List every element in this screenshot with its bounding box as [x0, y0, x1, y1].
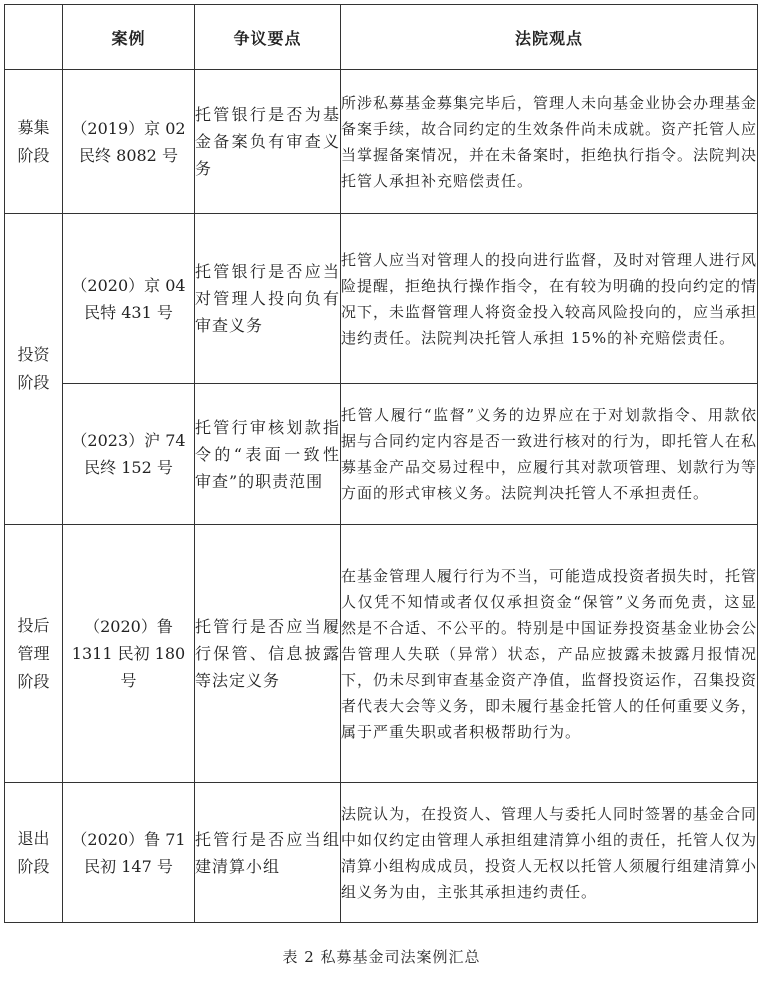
- opinion-cell: 托管人应当对管理人的投向进行监督，及时对管理人进行风险提醒，拒绝执行操作指令，在有较为明确的投向约定的情况下，未监督管理人将资金投入较高风险投向的，应当承担违约责任。法院判决托管人承担 15%的补充赔偿责任。: [341, 214, 758, 384]
- header-case: 案例: [63, 5, 195, 70]
- stage-cell: 投后管理阶段: [5, 525, 63, 783]
- dispute-cell: 托管行是否应当履行保管、信息披露等法定义务: [195, 525, 341, 783]
- header-dispute: 争议要点: [195, 5, 341, 70]
- header-row: [5, 5, 758, 70]
- stage-cell: 募集阶段: [5, 70, 63, 214]
- opinion-cell: 在基金管理人履行行为不当，可能造成投资者损失时，托管人仅凭不知情或者仅仅承担资金“保管”义务而免责，这显然是不合适、不公平的。特别是中国证券投资基金业协会公告管理人失联（异常）状态，产品应披露未披露月报情况下，仍未尽到审查基金资产净值，监督投资运作，召集投资者代表大会等义务，即未履行基金托管人的任何重要义务，属于严重失职或者积极帮助行为。: [341, 525, 758, 783]
- dispute-cell: 托管银行是否应当对管理人投向负有审查义务: [195, 214, 341, 384]
- table-row: [5, 783, 758, 923]
- opinion-cell: 所涉私募基金募集完毕后，管理人未向基金业协会办理基金备案手续，故合同约定的生效条件尚未成就。资产托管人应当掌握备案情况，并在未备案时，拒绝执行指令。法院判决托管人承担补充赔偿责任。: [341, 70, 758, 214]
- header-opinion: 法院观点: [341, 5, 758, 70]
- stage-cell: 投资阶段: [5, 214, 63, 525]
- case-cell: （2020）鲁 71 民初 147 号: [63, 783, 195, 923]
- dispute-cell: 托管行是否应当组建清算小组: [195, 783, 341, 923]
- table-caption: 表 2 私募基金司法案例汇总: [282, 948, 481, 966]
- case-cell: （2023）沪 74 民终 152 号: [63, 384, 195, 525]
- opinion-cell: 法院认为，在投资人、管理人与委托人同时签署的基金合同中如仅约定由管理人承担组建清算小组的责任，托管人仅为清算小组构成成员，投资人无权以托管人须履行组建清算小组义务为由，主张其承担违约责任。: [341, 783, 758, 923]
- dispute-cell: 托管银行是否为基金备案负有审查义务: [195, 70, 341, 214]
- case-cell: （2020）鲁 1311 民初 180 号: [63, 525, 195, 783]
- table-row: [5, 525, 758, 783]
- stage-cell: 退出阶段: [5, 783, 63, 923]
- table-row: [5, 384, 758, 525]
- opinion-cell: 托管人履行“监督”义务的边界应在于对划款指令、用款依据与合同约定内容是否一致进行核对的行为，即托管人在私募基金产品交易过程中，应履行其对款项管理、划款行为等方面的形式审核义务。法院判决托管人不承担责任。: [341, 384, 758, 525]
- case-summary-table: [4, 4, 758, 923]
- case-cell: （2020）京 04 民特 431 号: [63, 214, 195, 384]
- table-row: [5, 214, 758, 384]
- case-cell: （2019）京 02 民终 8082 号: [63, 70, 195, 214]
- dispute-cell: 托管行审核划款指令的“表面一致性审查”的职责范围: [195, 384, 341, 525]
- table-row: [5, 70, 758, 214]
- header-stage: [5, 5, 63, 70]
